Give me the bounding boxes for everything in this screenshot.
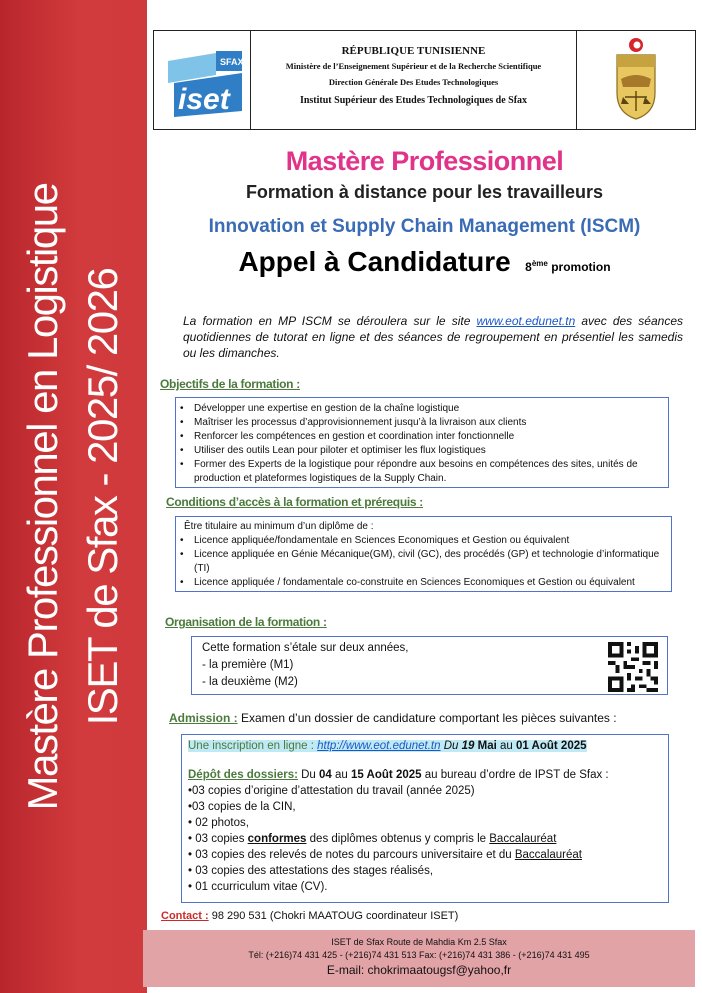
objectifs-list: [176, 402, 664, 486]
list-item: [182, 847, 668, 863]
conditions-list: [176, 534, 667, 590]
title-appel-candidature: [153, 246, 696, 286]
sidebar-line-1: Mastère Professionnel en Logistique: [19, 183, 66, 811]
conditions-box: [175, 516, 672, 592]
list-item: • Maîtriser les processus d’approvisionnement jusqu’à la livraison aux clients: [176, 416, 664, 430]
item5-b: Baccalauréat: [514, 849, 582, 861]
organisation-line-2: - la première (M1): [202, 659, 294, 671]
contact-line: [161, 910, 458, 922]
admission-label: Admission :: [169, 711, 238, 725]
item5-a: • 03 copies des relevés de notes du parcours universitaire et du: [188, 849, 515, 861]
depot-du: Du: [297, 769, 320, 781]
admission-line: [169, 711, 617, 725]
depot-start: 04: [319, 769, 332, 781]
inscription-start-month: Mai: [474, 740, 497, 752]
contact-text: 98 290 531 (Chokri MAATOUG coordinateur ISET): [208, 910, 459, 922]
list-item: • Former des Experts de la logistique pour répondre aux besoins en compétences des sites, unités de production et plateformes logistiques de la Supply Chain.: [176, 458, 664, 486]
coat-of-arms-icon: [577, 31, 695, 129]
list-item: • Utiliser des outils Lean pour piloter et optimiser les flux logistiques: [176, 444, 664, 458]
logo-sfax-text: SFAX: [220, 57, 244, 67]
republic-text: RÉPUBLIQUE TUNISIENNE: [341, 45, 486, 57]
list-item: • 03 copies des attestations des stages réalisés,: [188, 865, 434, 877]
inscription-start: 19: [461, 740, 475, 752]
list-item: • Renforcer les compétences en gestion et coordination inter fonctionnelle: [176, 430, 664, 444]
objectifs-heading: Objectifs de la formation :: [160, 377, 300, 391]
conditions-heading: Conditions d’accès à la formation et prérequis :: [166, 495, 423, 509]
title-block: [153, 146, 696, 286]
intro-before: La formation en MP ISCM se déroulera sur le site: [183, 314, 477, 328]
footer-phones: Tél: (+216)74 431 425 - (+216)74 431 513 Fax: (+216)74 431 386 - (+216)74 431 495: [248, 950, 590, 960]
list-item: • Licence appliquée en Génie Mécanique(GM), civil (GC), des procédés (GP) et technologie d’informatique (TI): [176, 548, 667, 576]
organisation-box: [191, 636, 668, 695]
intro-paragraph: [183, 313, 683, 361]
ministry-text: Ministère de l’Enseignement Supérieur et de la Recherche Scientifique: [285, 61, 542, 71]
promo-suffix: ème: [531, 259, 548, 268]
inscription-end: 01 Août 2025: [515, 740, 587, 752]
eot-site-link[interactable]: www.eot.edunet.tn: [476, 314, 576, 328]
list-item: [182, 831, 668, 847]
qr-code-icon[interactable]: [607, 642, 659, 692]
title-mastere: Mastère Professionnel: [285, 146, 564, 176]
depot-rest: au bureau d’ordre de IPST de Sfax :: [421, 769, 609, 781]
logo-iset-text: iset: [178, 83, 230, 116]
sidebar-banner: [0, 0, 147, 993]
promotion-label: [519, 260, 611, 274]
organisation-heading: Organisation de la formation :: [165, 615, 327, 629]
list-item: • 02 photos,: [188, 817, 249, 829]
admission-text: Examen d’un dossier de candidature comportant les pièces suivantes :: [237, 711, 617, 725]
organisation-line-1: Cette formation s’étale sur deux années,: [202, 642, 409, 654]
sidebar-line-2: ISET de Sfax - 2025/ 2026: [79, 268, 126, 726]
header-institution: [251, 31, 577, 129]
intro-after: avec des séances quotidiennes de tutorat en ligne et des séances de regroupement en présentiel les samedis ou les dimanches.: [183, 314, 683, 360]
iset-logo: [154, 31, 251, 129]
inscription-line: [182, 735, 668, 757]
depot-label: Dépôt des dossiers:: [188, 769, 298, 781]
inscription-highlight: [188, 740, 587, 752]
footer-email[interactable]: E-mail: chokrimaatougsf@yahoo,fr: [326, 963, 512, 977]
conditions-intro: Être titulaire au minimum d’un diplôme de :: [184, 521, 374, 532]
list-item: • 01 ccurriculum vitae (CV).: [188, 881, 328, 893]
title-program: Innovation et Supply Chain Management (ISCM): [208, 216, 641, 237]
header: [153, 30, 696, 130]
list-item: •03 copies de la CIN,: [188, 801, 296, 813]
depot-line: [182, 767, 668, 783]
appel-text: Appel à Candidature: [238, 246, 511, 277]
item4-b: conformes: [247, 833, 307, 845]
footer: [143, 930, 695, 987]
inscription-link[interactable]: http://www.eot.edunet.tn: [317, 740, 441, 752]
objectifs-box: [175, 397, 669, 488]
institute-text: Institut Supérieur des Etudes Technologiques de Sfax: [299, 95, 528, 106]
list-item: • Développer une expertise en gestion de la chaîne logistique: [176, 402, 664, 416]
depot-end: 15 Août 2025: [351, 769, 422, 781]
promo-word: promotion: [551, 260, 611, 274]
list-item: • Licence appliquée/fondamentale en Sciences Economiques et Gestion ou équivalent: [176, 534, 667, 548]
contact-label: Contact :: [161, 910, 209, 922]
dossier-box: [181, 734, 669, 903]
tunisia-emblem: [577, 31, 695, 129]
direction-text: Direction Générale Des Etudes Technologiques: [328, 77, 499, 87]
organisation-line-3: - la deuxième (M2): [202, 676, 298, 688]
inscription-label: Une inscription en ligne :: [188, 740, 318, 752]
depot-au: au: [331, 769, 351, 781]
list-item: • Licence appliquée / fondamentale co-construite en Sciences Economiques et Gestion ou équivalent: [176, 576, 667, 590]
iset-logo-graphic: [154, 31, 251, 129]
title-formation-distance: Formation à distance pour les travailleurs: [245, 182, 604, 202]
item4-a: • 03 copies: [188, 833, 248, 845]
list-item: •03 copies d’origine d’attestation du travail (année 2025): [188, 785, 475, 797]
sidebar-vertical-text: [13, 27, 133, 967]
promo-number: 8: [525, 260, 532, 274]
item4-d: Baccalauréat: [489, 833, 557, 845]
item4-c: des diplômes obtenus y compris le: [306, 833, 490, 845]
inscription-au: au: [496, 740, 516, 752]
footer-address: ISET de Sfax Route de Mahdia Km 2.5 Sfax: [331, 937, 507, 947]
inscription-du: Du: [440, 740, 462, 752]
